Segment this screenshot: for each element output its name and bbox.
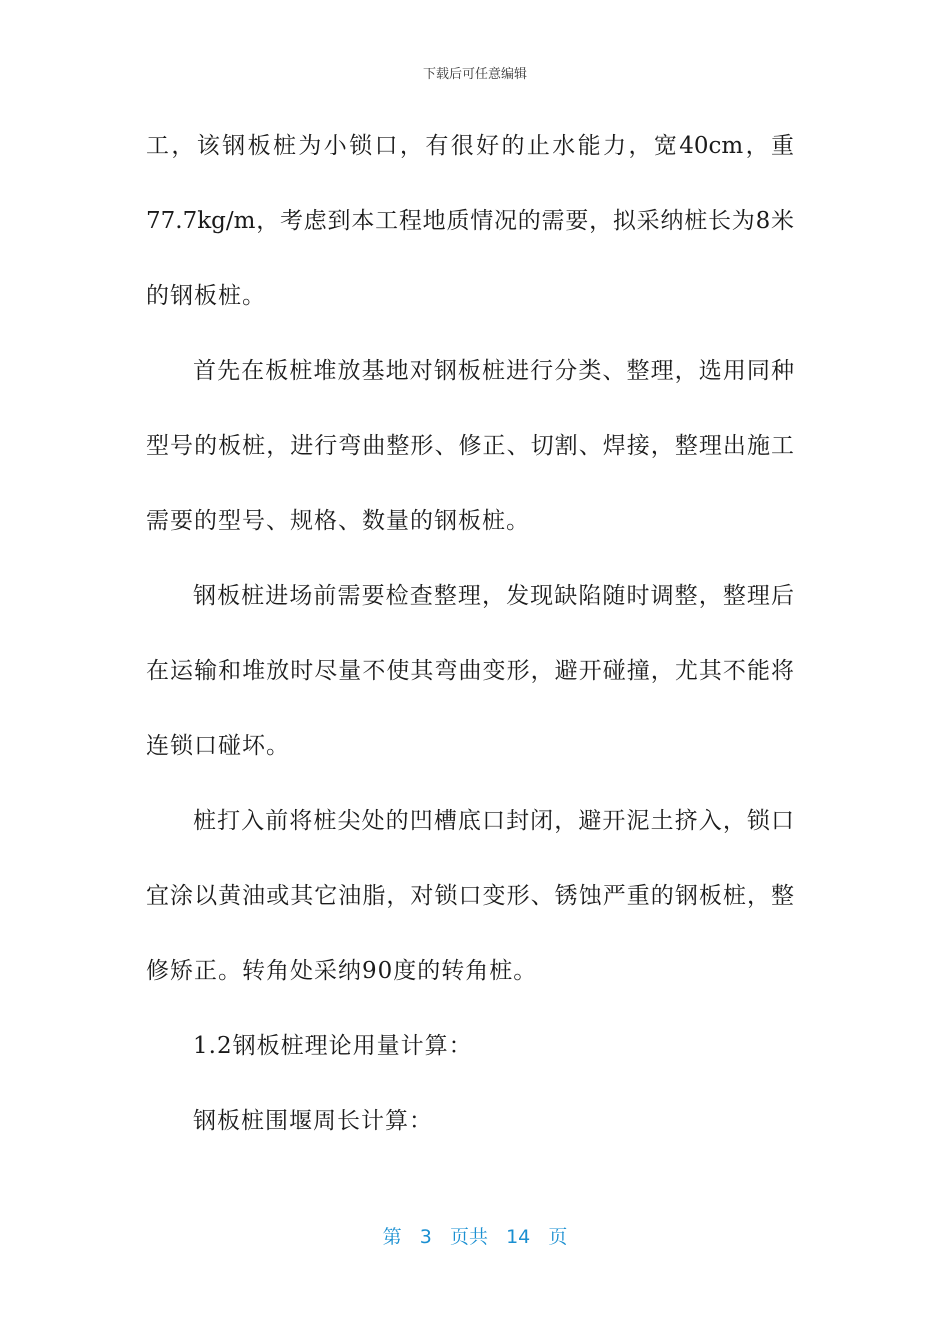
page-footer [0,1224,950,1250]
text-line: 修矫正。转角处采纳90度的转角桩。 [146,958,538,984]
text-line: 77.7kg/m，考虑到本工程地质情况的需要，拟采纳桩长为8米 [146,208,794,234]
footer-middle: 页共 [449,1226,488,1248]
page-header [0,66,950,84]
paragraph-first-line: 钢板桩进场前需要检查整理，发现缺陷随时调整，整理后 [193,583,794,609]
header-text: 下载后可任意编辑 [422,67,527,82]
paragraph-first-line: 桩打入前将桩尖处的凹槽底口封闭，避开泥土挤入，锁口 [193,808,794,834]
paragraph-first-line: 首先在板桩堆放基地对钢板桩进行分类、整理，选用同种 [193,358,794,384]
total-pages-number: 14 [506,1226,531,1248]
current-page-number: 3 [419,1226,432,1248]
section-heading: 1.2钢板桩理论用量计算： [193,1033,473,1059]
text-line: 工，该钢板桩为小锁口，有很好的止水能力，宽40cm，重 [146,133,794,159]
text-line: 型号的板桩，进行弯曲整形、修正、切割、焊接，整理出施工 [146,433,794,459]
text-line: 的钢板桩。 [146,283,266,309]
text-line: 需要的型号、规格、数量的钢板桩。 [146,508,530,534]
text-line: 宜涂以黄油或其它油脂，对锁口变形、锈蚀严重的钢板桩，整 [146,883,794,909]
footer-suffix: 页 [548,1226,568,1248]
footer-prefix: 第 [382,1226,402,1248]
text-line: 在运输和堆放时尽量不使其弯曲变形，避开碰撞，尤其不能将 [146,658,794,684]
text-line: 连锁口碰坏。 [146,733,290,759]
document-body [146,124,794,1174]
subsection-heading: 钢板桩围堰周长计算： [193,1108,433,1134]
